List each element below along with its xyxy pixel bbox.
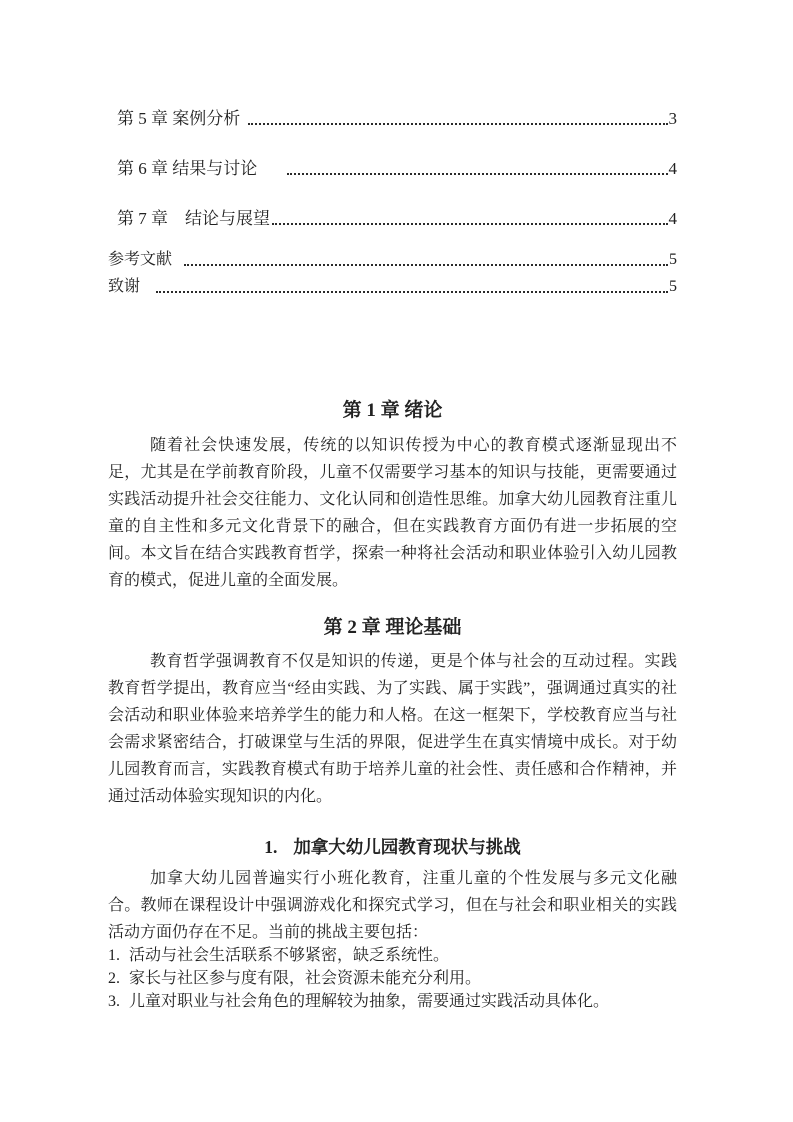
toc-entry-label: 第 5 章 案例分析	[117, 109, 241, 128]
toc-entry-label: 第 6 章 结果与讨论	[117, 159, 258, 178]
list-item	[108, 967, 677, 990]
list-item	[108, 990, 677, 1013]
chapter-2-heading: 第 2 章 理论基础	[323, 617, 462, 638]
toc-entry-chapter-5[interactable]	[108, 105, 677, 132]
toc-dot-leader	[248, 123, 667, 125]
toc-entry-label: 致谢	[108, 278, 141, 295]
list-item-text: 儿童对职业与社会角色的理解较为抽象，需要通过实践活动具体化。	[129, 993, 610, 1010]
toc-page-number: 5	[669, 251, 677, 268]
list-item-number: 3.	[108, 993, 120, 1010]
chapter-1-heading: 第 1 章 绪论	[342, 400, 443, 421]
toc-entry-chapter-6[interactable]	[108, 155, 677, 182]
toc-entry-label: 第 7 章 结论与展望	[117, 209, 270, 228]
list-item-text: 家长与社区参与度有限，社会资源未能充分利用。	[129, 970, 482, 987]
toc-dot-leader	[272, 223, 668, 225]
toc-entry-references[interactable]	[108, 246, 677, 273]
list-item-number: 2.	[108, 970, 120, 987]
section-1-number: 1.	[264, 837, 278, 857]
toc-dot-leader	[184, 264, 668, 266]
toc-page-number: 4	[668, 209, 677, 228]
section-1-heading	[108, 832, 677, 862]
chapter-1-paragraph: 随着社会快速发展，传统的以知识传授为中心的教育模式逐渐显现出不足，尤其是在学前教育阶段，儿童不仅需要学习基本的知识与技能，更需要通过实践活动提升社会交往能力、文化认同和创造性思维。加拿大幼儿园教育注重儿童的自主性和多元文化背景下的融合，但在实践教育方面仍有进一步拓展的空间。本文旨在结合实践教育哲学，探索一种将社会活动和职业体验引入幼儿园教育的模式，促进儿童的全面发展。	[108, 437, 677, 589]
challenge-list	[108, 944, 677, 1013]
section-1-paragraph: 加拿大幼儿园普遍实行小班化教育，注重儿童的个性发展与多元文化融合。教师在课程设计中强调游戏化和探究式学习，但在与社会和职业相关的实践活动方面仍存在不足。当前的挑战主要包括：	[108, 870, 677, 941]
toc-entry-acknowledgements[interactable]	[108, 273, 677, 300]
list-item	[108, 944, 677, 967]
table-of-contents	[108, 105, 677, 300]
toc-page-number: 4	[668, 159, 677, 178]
toc-page-number: 5	[669, 278, 677, 295]
list-item-text: 活动与社会生活联系不够紧密，缺乏系统性。	[129, 947, 450, 964]
chapter-2-paragraph: 教育哲学强调教育不仅是知识的传递，更是个体与社会的互动过程。实践教育哲学提出，教育应当“经由实践、为了实践、属于实践”，强调通过真实的社会活动和职业体验来培养学生的能力和人格。在这一框架下，学校教育应当与社会需求紧密结合，打破课堂与生活的界限，促进学生在真实情境中成长。对于幼儿园教育而言，实践教育模式有助于培养儿童的社会性、责任感和合作精神，并通过活动体验实现知识的内化。	[108, 653, 677, 805]
section-1-title-text: 加拿大幼儿园教育现状与挑战	[293, 837, 521, 857]
toc-dot-leader	[287, 173, 667, 175]
toc-entry-chapter-7[interactable]	[108, 205, 677, 232]
toc-page-number: 3	[668, 109, 677, 128]
toc-dot-leader	[156, 291, 668, 293]
list-item-number: 1.	[108, 947, 120, 964]
toc-entry-label: 参考文献	[108, 251, 173, 268]
